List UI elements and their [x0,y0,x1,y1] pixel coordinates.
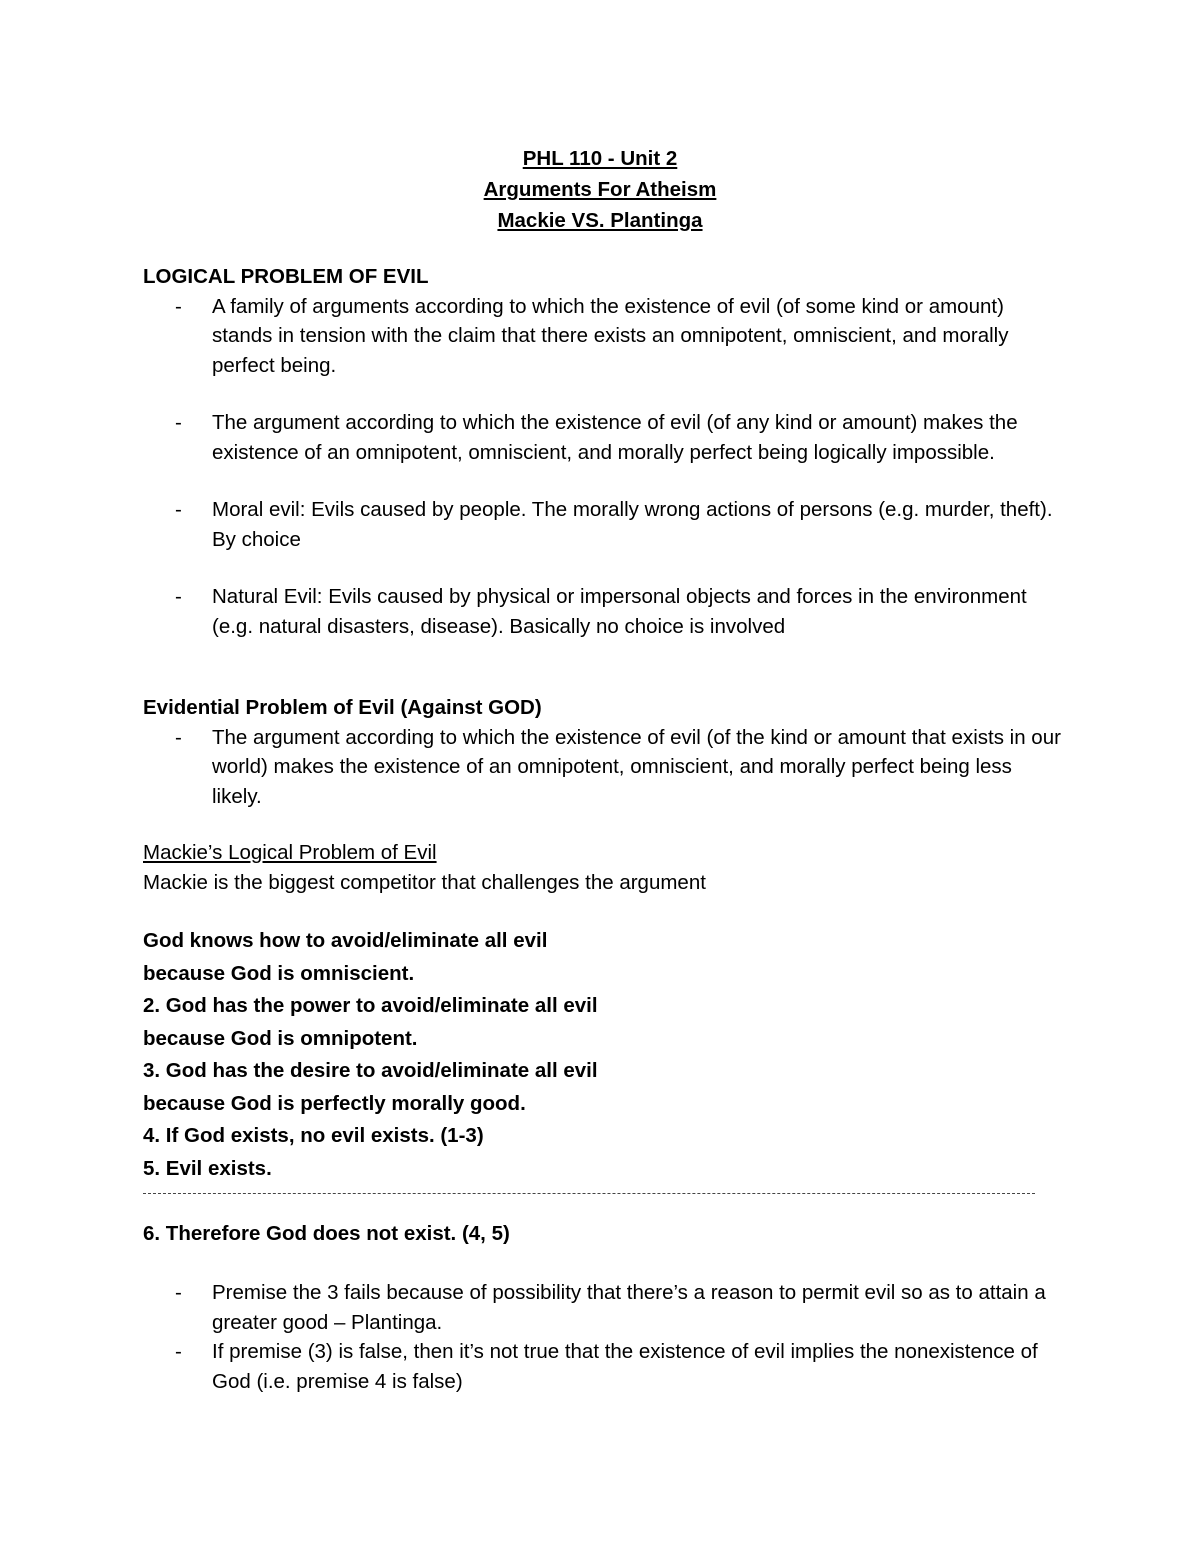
mackie-heading: Mackie’s Logical Problem of Evil [143,841,437,864]
list-item-text: Natural Evil: Evils caused by physical or impersonal objects and forces in the environment (e.g. natural disasters, disease). Basically no choice is involved [212,585,1027,638]
bullet-dash: - [175,498,182,521]
logical-problem-section [143,262,1063,641]
logical-problem-heading: LOGICAL PROBLEM OF EVIL [143,265,429,288]
list-item-text: The argument according to which the existence of evil (of any kind or amount) makes the existence of an omnipotent, omniscient, and morally perfect being logically impossible. [212,411,1018,464]
list-item [143,495,1063,554]
mackie-conclusion-block [143,1218,1063,1251]
argument-line: 5. Evil exists. [143,1156,272,1180]
argument-line: 3. God has the desire to avoid/eliminate all evil [143,1059,598,1082]
list-item-text: Premise the 3 fails because of possibility that there’s a reason to permit evil so as to attain a greater good – Plantinga. [212,1281,1046,1334]
bullet-dash: - [175,294,182,318]
mackie-argument [143,925,1063,1185]
evidential-problem-list [143,723,1063,812]
argument-conclusion: 6. Therefore God does not exist. (4, 5) [143,1222,510,1245]
evidential-problem-section [143,693,1063,811]
bullet-dash: - [175,585,182,608]
list-item [143,1278,1063,1337]
course-title: PHL 110 - Unit 2 [522,147,678,170]
argument-line: God knows how to avoid/eliminate all evil [143,929,548,952]
argument-line: because God is perfectly morally good. [143,1091,526,1115]
list-item-text: Moral evil: Evils caused by people. The morally wrong actions of persons (e.g. murder, theft). By choice [212,498,1053,551]
list-item [143,582,1063,641]
dashed-divider [143,1193,1035,1194]
list-item [143,723,1063,812]
list-item-text: A family of arguments according to which the existence of evil (of some kind or amount) stands in tension with the claim that there exists an omnipotent, omniscient, and morally perfect being. [212,294,1009,377]
bullet-dash: - [175,725,182,749]
list-item-text: The argument according to which the existence of evil (of the kind or amount that exists in our world) makes the existence of an omnipotent, omniscient, and morally perfect being less likely. [212,725,1061,808]
bullet-dash: - [175,411,182,434]
list-item [143,408,1063,467]
argument-line: 4. If God exists, no evil exists. (1-3) [143,1124,484,1147]
list-item [143,1337,1063,1396]
bullet-dash: - [175,1281,182,1304]
evidential-problem-heading: Evidential Problem of Evil (Against GOD) [143,696,542,719]
bullet-dash: - [175,1340,182,1363]
argument-line: 2. God has the power to avoid/eliminate all evil [143,994,598,1017]
argument-line: because God is omniscient. [143,961,415,985]
mackie-section [143,838,1063,897]
list-item [143,292,1063,381]
mackie-notes [143,1278,1063,1396]
list-item-text: If premise (3) is false, then it’s not true that the existence of evil implies the nonexistence of God (i.e. premise 4 is false) [212,1340,1038,1393]
topic-title: Arguments For Atheism [483,178,717,201]
logical-problem-list [143,292,1063,642]
subtitle: Mackie VS. Plantinga [497,209,703,232]
title-block [0,143,1200,236]
mackie-notes-list [143,1278,1063,1396]
argument-line: because God is omnipotent. [143,1026,418,1050]
mackie-intro: Mackie is the biggest competitor that challenges the argument [143,870,706,894]
